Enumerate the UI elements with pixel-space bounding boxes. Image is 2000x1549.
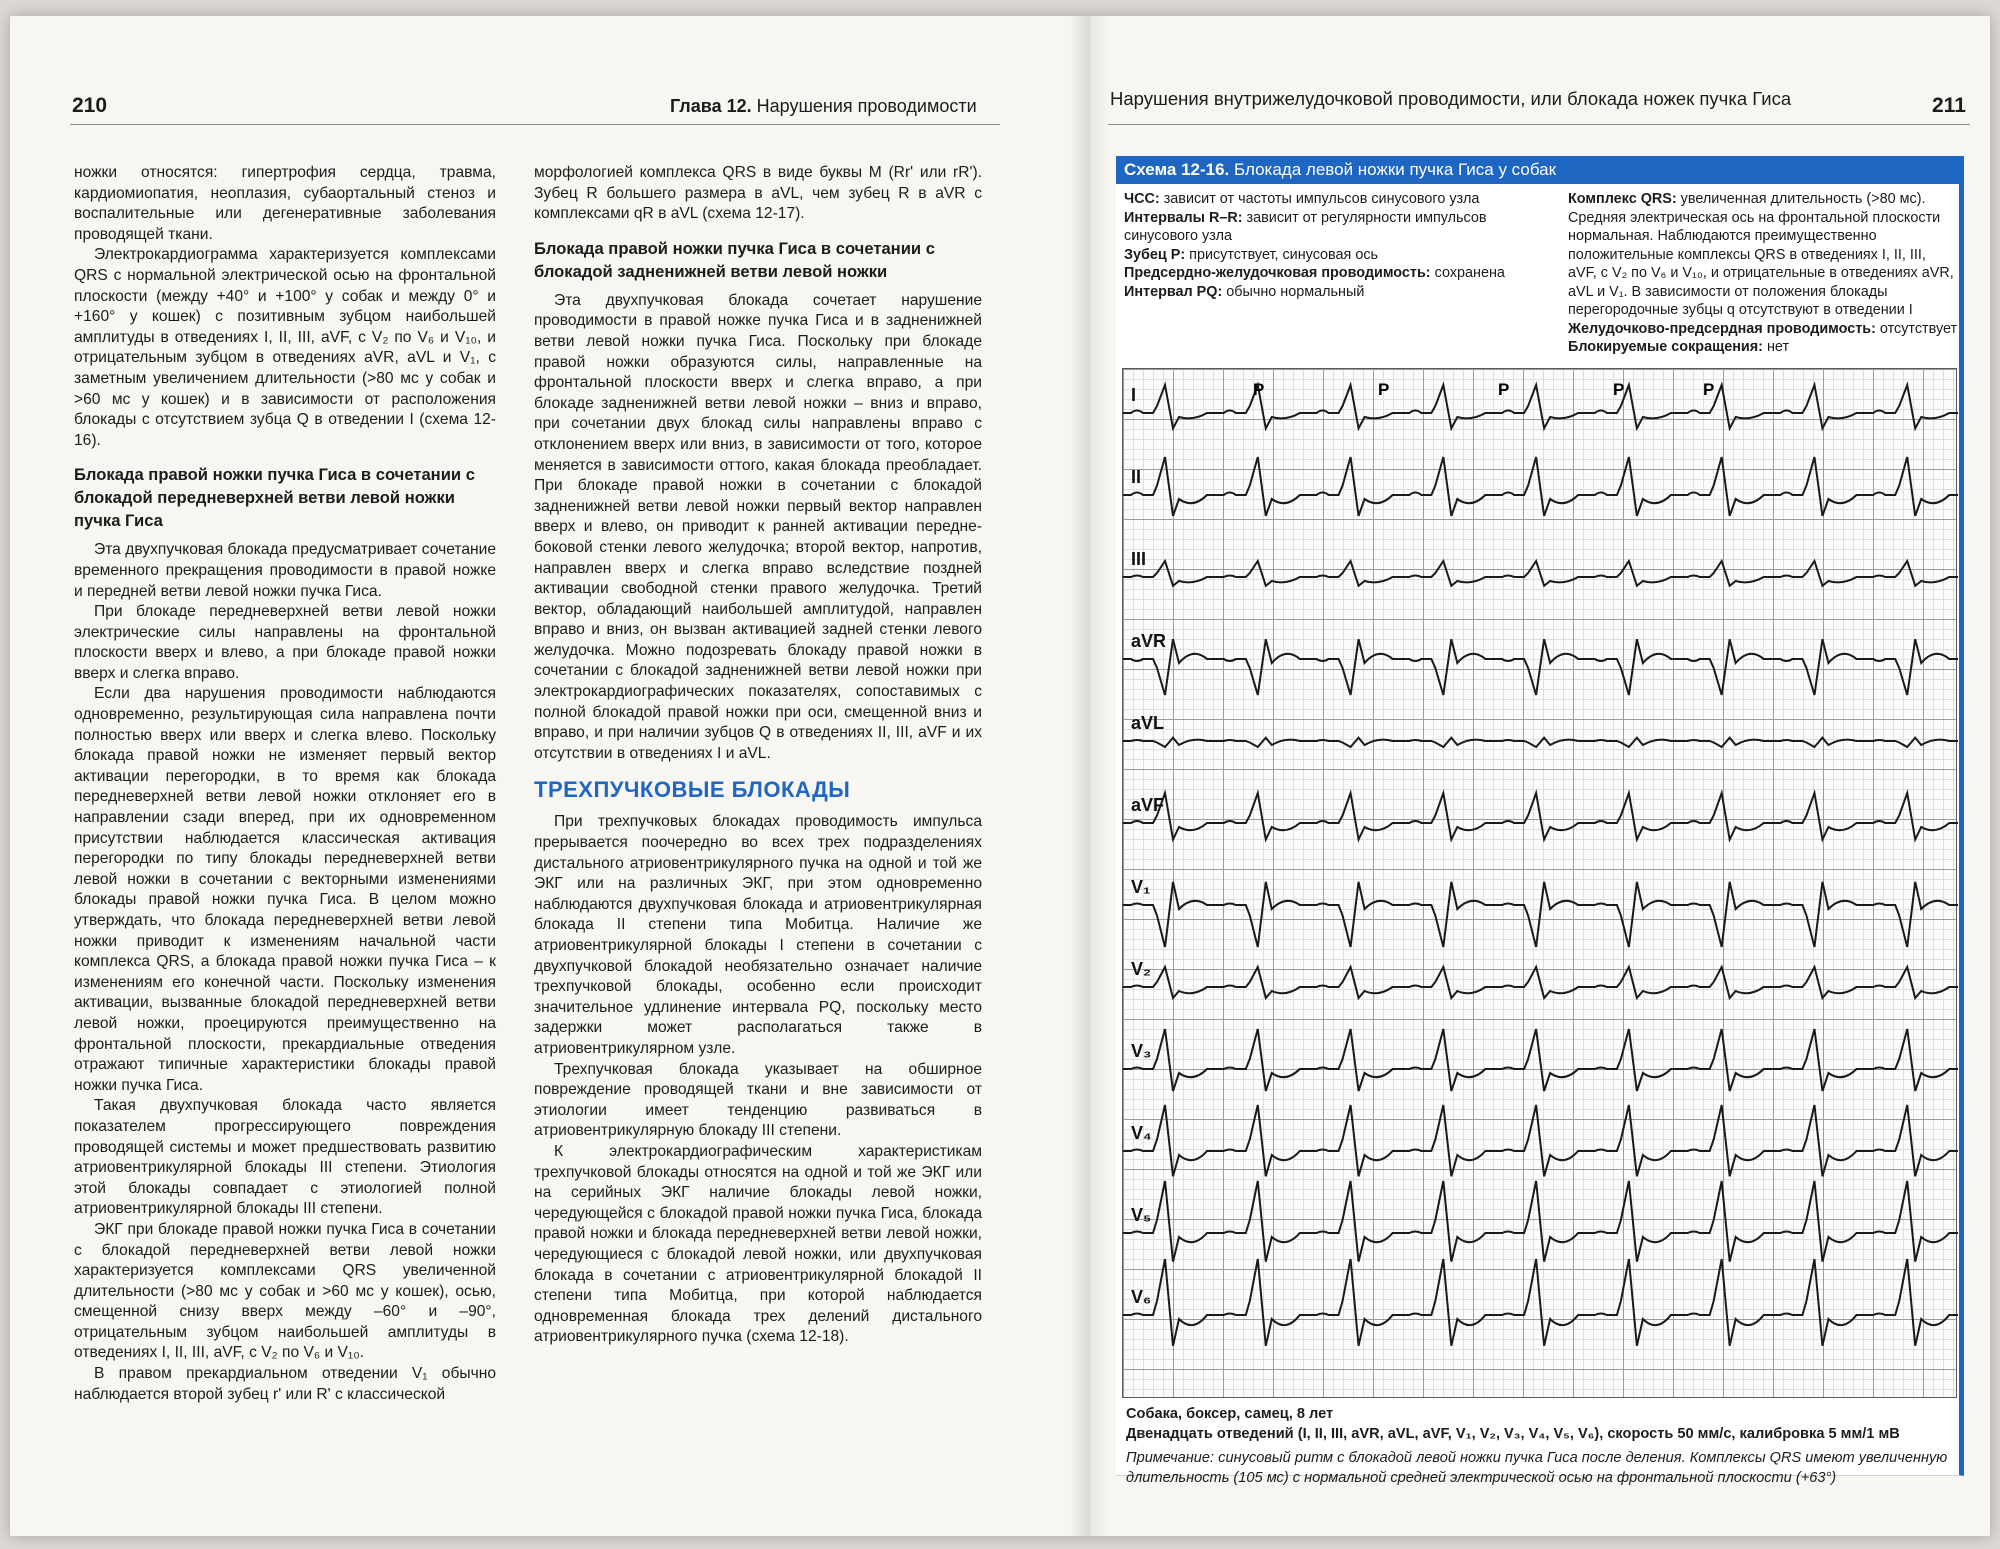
- ecg-params-right: [1568, 190, 1958, 357]
- ecg-trace-7: [1123, 967, 1958, 998]
- ecg-params-left: [1124, 190, 1554, 301]
- scheme-12-16-box: [1116, 156, 1964, 1486]
- chapter-section-heading: ТРЕХПУЧКОВЫЕ БЛОКАДЫ: [534, 777, 851, 803]
- paragraph: Такая двухпучковая блокада часто является показателем прогрессирующего повреждения проводящей системы и может предшествовать развитию атриовентрикулярной блокады III степени. Этиология этой блокады совпадает с этиологией полной атриовентрикулярной блокады III степени.: [74, 1097, 496, 1218]
- parameter-value: сохранена: [1430, 265, 1505, 281]
- paragraph: ножки относятся: гипертрофия сердца, травма, кардиомиопатия, неоплазия, субаортальный стеноз и воспалительные или дегенеративные заболевания проводящей ткани.: [74, 164, 496, 243]
- ecg-trace-2: [1123, 561, 1958, 586]
- ecg-trace-0: [1123, 385, 1958, 428]
- ecg-parameter: [1568, 320, 1958, 339]
- ecg-trace-3: [1123, 639, 1958, 695]
- ecg-trace-1: [1123, 457, 1958, 516]
- ecg-parameter: [1124, 264, 1554, 283]
- parameter-key: Желудочково-предсердная проводимость:: [1568, 320, 1876, 337]
- ecg-parameter: [1568, 190, 1958, 320]
- paragraph: Электрокардиограмма характеризуется комплексами QRS с нормальной электрической осью на фронтальной плоскости (между +40° и +100° у собак и между 0° и +160° у кошек) с позитивным зубцом наибольшей амплитуды в отведениях I, II, III, aVF, с V₂ по V₆ и V₁₀, и отрицательным зубцом в отведениях aVR, aVL и V₁, с заметным увеличением длительности (>80 мс у собак и >60 мс у кошек) и в зависимости от расположения блокады с отсутствием зубца Q в отведении I (схема 12-16).: [74, 246, 496, 449]
- ecg-trace-9: [1123, 1105, 1958, 1176]
- left-page: [10, 16, 1070, 1536]
- section-heading: Блокада правой ножки пучка Гиса в сочетании с блокадой передневерхней ветви левой ножки пучка Гиса: [74, 465, 475, 531]
- ecg-parameter: [1124, 246, 1554, 265]
- paragraph: морфологией комплекса QRS в виде буквы M (Rr' или rR'). Зубец R большего размера в aVL, чем зубец R в aVR с комплексами qR в aVL (схема 12-17).: [534, 164, 982, 223]
- ecg-trace-8: [1123, 1029, 1958, 1091]
- lead-label: aVR: [1131, 631, 1167, 651]
- scheme-title-bar: [1116, 156, 1959, 184]
- parameter-key: Интервал PQ:: [1124, 283, 1223, 300]
- ecg-parameter: [1568, 338, 1958, 357]
- scheme-title: Блокада левой ножки пучка Гиса у собак: [1234, 160, 1557, 179]
- paragraph: В правом прекардиальном отведении V₁ обычно наблюдается второй зубец r' или R' с классической: [74, 1365, 496, 1403]
- lead-label: V₄: [1131, 1123, 1152, 1143]
- lead-label: III: [1131, 549, 1147, 569]
- right-page: [1090, 16, 1990, 1536]
- paragraph: ЭКГ при блокаде правой ножки пучка Гиса в сочетании с блокадой передневерхней ветви левой ножки характеризуется комплексами QRS увеличенной длительности (>80 мс у собак и >60 мс у кошек), осью, смещенной снизу вверх между –60° и –90°, отрицательным зубцом наибольшей амплитуды в отведениях I, II, III, aVF, с V₂ по V₆ и V₁₀.: [74, 1220, 496, 1362]
- page-number-left: 210: [72, 94, 108, 117]
- ecg-trace-4: [1123, 738, 1958, 747]
- ecg-trace-10: [1123, 1181, 1958, 1262]
- parameter-value: обычно нормальный: [1222, 283, 1365, 300]
- ecg-trace-11: [1123, 1259, 1958, 1346]
- paragraph: При блокаде передневерхней ветви левой ножки электрические силы направлены на фронтальной плоскости вверх и влево, а при блокаде правой ножки вверх и слегка вправо.: [74, 603, 496, 682]
- left-column-1: [74, 163, 496, 1405]
- lead-label: V₃: [1131, 1041, 1152, 1061]
- ecg-traces: [1123, 369, 1958, 1399]
- ecg-parameter: [1124, 283, 1554, 302]
- parameter-value: присутствует, синусовая ось: [1185, 246, 1379, 263]
- paragraph: При трехпучковых блокадах проводимость импульса прерывается поочередно во всех трех подразделениях дистального атриовентрикулярного пучка на одной и той же ЭКГ или на различных ЭКГ, при этом одновременно наблюдаются двухпучковая блокада и атриовентрикулярная блокада II степени типа Мобитца. Наличие же атриовентрикулярной блокады I степени в сочетании с двухпучковой блокадой необязательно означает наличие трехпучковой блокады, особенно если происходит значительное удлинение интервала PQ, поскольку место задержки может располагаться также в атриовентрикулярном узле.: [534, 813, 982, 1057]
- p-wave-marker: P: [1253, 380, 1265, 399]
- parameter-value: увеличенная длительность (>80 мс). Средняя электрическая ось на фронтальной плоскости нормальная. Наблюдаются преимущественно положительные комплексы QRS в отведениях I, II, III, aVF, с V₂ по V₆ и V₁₀, и отрицательные в отведениях aVR, aVL и V₁. В зависимости от положения блокады перегородочные зубцы q отсутствуют в отведении I: [1568, 191, 1954, 318]
- parameter-value: зависит от регулярности импульсов синусового узла: [1124, 209, 1487, 244]
- left-column-2: [534, 163, 982, 1348]
- parameter-value: нет: [1762, 339, 1790, 355]
- scheme-label: Схема 12-16.: [1124, 160, 1230, 179]
- figure-caption-note: Примечание: синусовый ритм с блокадой левой ножки пучка Гиса после деления. Комплексы QRS имеют увеличенную длительность (105 мс) с нормальной средней электрической осью на фронтальной плоскости (+63°): [1126, 1450, 1948, 1486]
- parameter-key: Предсердно-желудочковая проводимость:: [1124, 265, 1431, 281]
- ecg-trace-6: [1123, 882, 1958, 947]
- parameter-value: зависит от частоты импульсов синусового узла: [1159, 191, 1480, 207]
- lead-label: V₁: [1131, 877, 1151, 897]
- parameter-key: Зубец P:: [1124, 246, 1186, 263]
- ecg-trace-5: [1123, 793, 1958, 840]
- parameter-key: Интервалы R–R:: [1124, 209, 1243, 226]
- section-heading: Блокада правой ножки пучка Гиса в сочетании с блокадой задненижней ветви левой ножки: [534, 238, 935, 281]
- page-number-right: 211: [1932, 94, 1966, 117]
- lead-label: V₅: [1131, 1205, 1152, 1225]
- figure-caption-subject: Собака, боксер, самец, 8 лет: [1126, 1406, 1334, 1422]
- parameter-key: Комплекс QRS:: [1568, 191, 1677, 207]
- paragraph: Если два нарушения проводимости наблюдаются одновременно, результирующая сила направлена почти полностью вверх или вверх и слегка влево. Поскольку блокада правой ножки не изменяет первый вектор активации перегородки, в то время как блокада передневерхней ветви левой ножки отклоняет его в направлении сзади вперед, при их одновременном присутствии наблюдается классическая активация перегородки по типу блокады передневерхней ветви левой ножки в сочетании с векторными изменениями блокады правой ножки пучка Гиса. В целом можно утверждать, что блокада передневерхней ветви левой ножки приводит к изменениям начальной части комплекса QRS, а блокада правой ножки пучка Гиса – к изменениям его конечной части. Поскольку изменения активации, вызванные блокадой передневерхней ветви левой ножки, проецируются преимущественно на фронтальной плоскости, прекардиальные отведения отражают типичные характеристики блокады правой ножки пучка Гиса.: [74, 685, 496, 1094]
- lead-label: II: [1131, 467, 1142, 487]
- p-wave-marker: P: [1378, 380, 1390, 399]
- chapter-label: Глава 12.: [670, 96, 752, 116]
- ecg-parameter: [1124, 190, 1554, 209]
- lead-label: aVL: [1131, 713, 1165, 733]
- parameter-key: Блокируемые сокращения:: [1568, 339, 1763, 355]
- p-wave-marker: P: [1613, 380, 1625, 399]
- header-rule: [1108, 124, 1970, 125]
- book-spread: [10, 16, 1990, 1536]
- p-wave-marker: P: [1703, 380, 1715, 399]
- paragraph: К электрокардиографическим характеристикам трехпучковой блокады относятся на одной и той же ЭКГ или на серийных ЭКГ наличие блокады левой ножки, чередующейся с блокадой правой ножки пучка Гиса, блокада правой ножки и блокада передневерхней ветви левой ножки, чередующиеся с блокадой левой ножки, или двухпучковая блокада в сочетании с атриовентрикулярной блокадой II степени типа Мобитца, при которой наблюдается одновременная блокада трех делений дистального атриовентрикулярного пучка (схема 12-18).: [534, 1142, 982, 1346]
- p-wave-marker: P: [1498, 380, 1510, 399]
- running-head-left: [670, 96, 977, 117]
- lead-label: aVF: [1131, 795, 1165, 815]
- parameter-key: ЧСС:: [1124, 191, 1160, 207]
- chapter-title: Нарушения проводимости: [756, 96, 977, 116]
- lead-label: V₂: [1131, 959, 1152, 979]
- ecg-parameter: [1124, 209, 1554, 246]
- lead-label: I: [1131, 385, 1137, 405]
- figure-caption-leads: Двенадцать отведений (I, II, III, aVR, aVL, aVF, V₁, V₂, V₃, V₄, V₅, V₆), скорость 50 мм/с, калибровка 5 мм/1 мВ: [1126, 1426, 1900, 1442]
- running-head-right: Нарушения внутрижелудочковой проводимости, или блокада ножек пучка Гиса: [1110, 88, 1792, 109]
- lead-label: V₆: [1131, 1287, 1152, 1307]
- ecg-strip: [1122, 368, 1957, 1398]
- paragraph: Эта двухпучковая блокада предусматривает сочетание временного прекращения проводимости в правой ножке и передней ветви левой ножки пучка Гиса.: [74, 541, 496, 600]
- paragraph: Эта двухпучковая блокада сочетает нарушение проводимости в правой ножке пучка Гиса и в задненижней ветви левой ножки пучка Гиса. Поскольку при блокаде правой ножки образуются силы, направленные на фронтальной плоскости вверх и слегка вправо, а при блокаде задненижней ветви левой ножки – вниз и вправо, при сочетании двух блокад силы направлены вправо с отклонением вверх или вниз, в зависимости от того, которое меняется в зависимости оттого, какая блокада преобладает. При блокаде правой ножки в сочетании с блокадой задненижней ветви левой ножки первый вектор направлен вверх и влево, он приводит к ранней активации передне-боковой стенки левого желудочка; второй вектор, напротив, направлен вверх и слегка вправо вследствие поздней активации свободной стенки правого желудочка. Третий вектор, обладающий наибольшей амплитудой, направлен вправо и вниз, он вызван активацией задней стенки левого желудочка. Можно подозревать блокаду правой ножки в сочетании с блокадой задненижней ветви левой ножки при электрокардиографических показателях, сопоставимых с полной блокадой правой ножки при оси, смещенной вниз и вправо, и при наличии зубцов Q в отведениях II, III, aVF и их отсутствии в отведениях I и aVL.: [534, 291, 982, 762]
- header-rule: [70, 124, 1000, 125]
- paragraph: Трехпучковая блокада указывает на обширное повреждение проводящей ткани и вне зависимости от этиологии имеет тенденцию развиваться в атриовентрикулярную блокаду III степени.: [534, 1060, 982, 1140]
- parameter-value: отсутствует: [1875, 320, 1958, 337]
